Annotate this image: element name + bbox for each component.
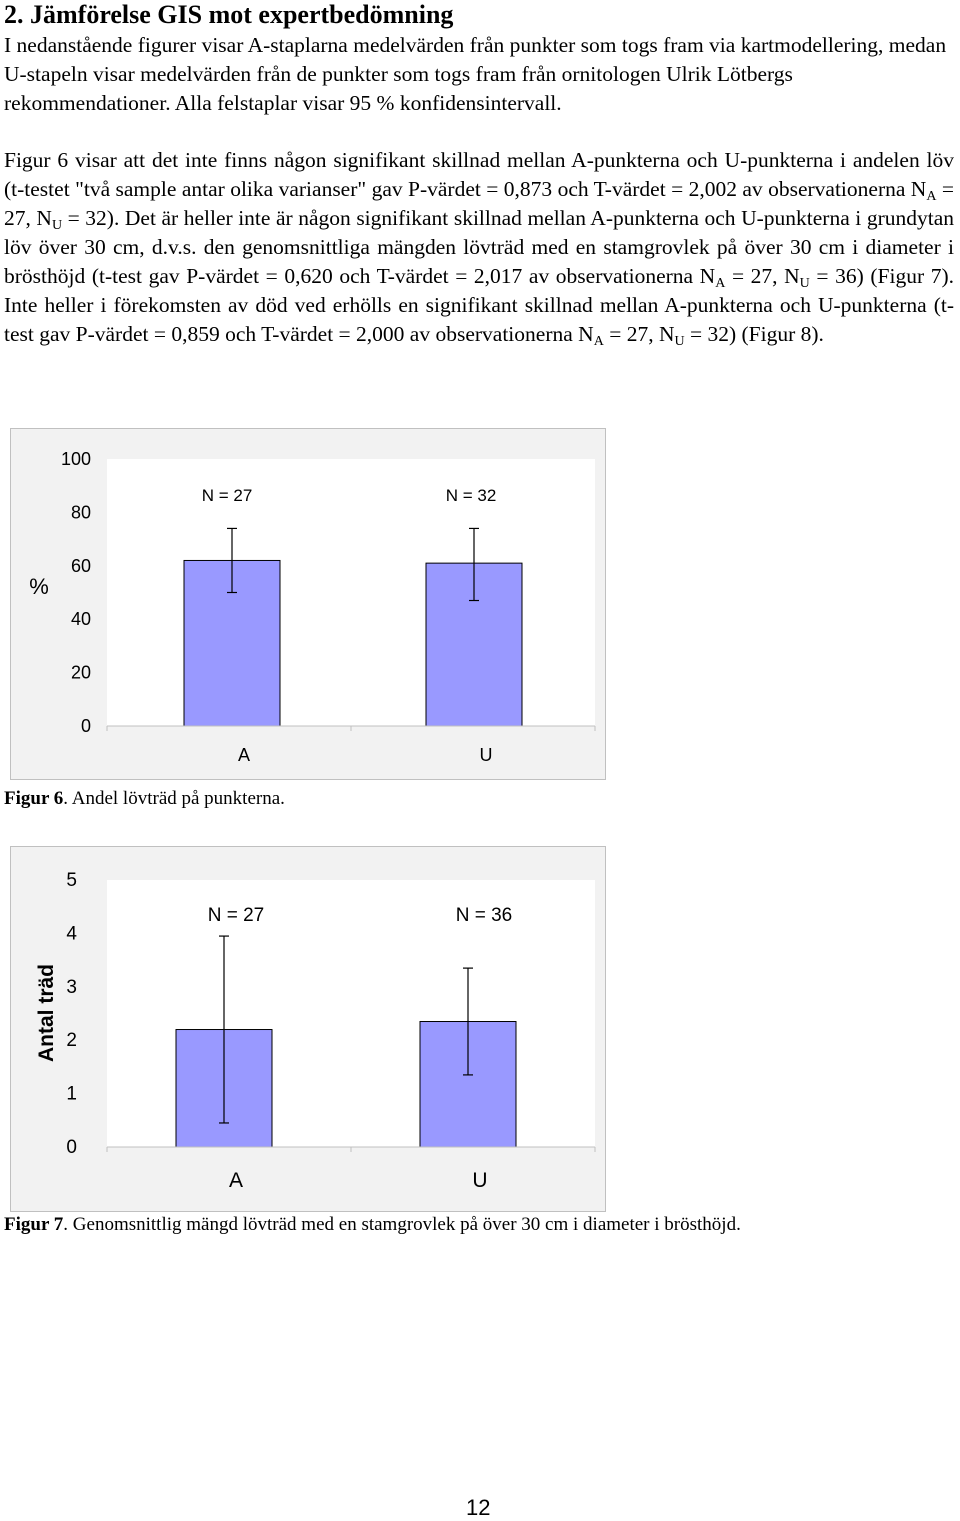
n-annotation-a: N = 27	[207, 905, 265, 926]
category-label-u: U	[479, 745, 493, 765]
y-tick-label: 1	[66, 1083, 77, 1105]
y-tick-label: 60	[70, 555, 91, 576]
figure-7-caption-text: . Genomsnittlig mängd lövträd med en stamgrovlek på över 30 cm i diameter i brösthöjd.	[63, 1214, 741, 1235]
y-tick-label: 20	[70, 662, 91, 683]
body-text-7: = 32) (Figur 8).	[684, 322, 824, 346]
y-tick-label: 40	[70, 609, 91, 630]
body-text-4: = 27, N	[725, 264, 800, 288]
body-paragraph	[4, 146, 954, 349]
subscript-a: A	[593, 334, 604, 349]
figure-7-chart-frame	[10, 846, 606, 1212]
subscript-a: A	[715, 276, 726, 291]
figure-6-caption-text: . Andel lövträd på punkterna.	[63, 788, 285, 809]
n-annotation-a: N = 27	[201, 486, 253, 505]
category-label-a: A	[228, 1169, 244, 1192]
subscript-u: U	[51, 218, 63, 233]
y-tick-label: 100	[60, 449, 91, 469]
y-axis-label: %	[29, 574, 49, 599]
figure-7-caption	[4, 1214, 741, 1236]
y-tick-label: 2	[66, 1030, 77, 1052]
figure-7-chart	[11, 847, 605, 1211]
y-axis-label: Antal träd	[35, 963, 58, 1063]
subscript-u: U	[799, 276, 810, 291]
figure-6-label: Figur 6	[4, 788, 64, 809]
category-label-a: A	[237, 745, 251, 765]
y-tick-label: 0	[80, 716, 91, 736]
page-number: 12	[466, 1495, 491, 1520]
y-tick-label: 4	[66, 923, 77, 945]
body-text-6: = 27, N	[603, 322, 675, 346]
body-text-1: Figur 6 visar att det inte finns någon signifikant skillnad mellan A-punkterna och U-punkterna i andelen löv (t-testet "två sample antar olika varianser" gav P-värdet = 0,873 och T-värdet = 2,002 av observationerna N	[4, 148, 954, 201]
figure-7-label: Figur 7	[4, 1214, 64, 1235]
body-text-5: = 36) (Figur 7). Inte heller i förekomsten av död ved erhölls en signifikant skillnad mellan A-punkterna och U-punkterna (t-test gav P-värdet = 0,859 och T-värdet = 2,000 av observationerna N	[4, 264, 954, 346]
y-tick-label: 80	[70, 502, 91, 523]
y-tick-label: 0	[66, 1137, 77, 1158]
n-annotation-u: N = 32	[445, 486, 497, 505]
category-label-u: U	[472, 1169, 488, 1192]
body-text-2: = 27, N	[4, 177, 954, 230]
subscript-a: A	[926, 189, 937, 204]
intro-paragraph: I nedanstående figurer visar A-staplarna medelvärden från punkter som togs fram via kartmodellering, medan U-stapeln visar medelvärden från de punkter som togs fram från ornitologen Ulrik Lötbergs rekommendationer. Alla felstaplar visar 95 % konfidensintervall.	[4, 33, 947, 115]
y-tick-label: 5	[66, 870, 77, 891]
n-annotation-u: N = 36	[455, 905, 513, 926]
y-tick-label: 3	[66, 976, 77, 998]
figure-6-caption	[4, 788, 285, 810]
figure-6-chart-frame	[10, 428, 606, 780]
body-text-3: = 32). Det är heller inte är någon signifikant skillnad mellan A-punkterna och U-punkterna i grundytan löv över 30 cm, d.v.s. den genomsnittliga mängden lövträd med en stamgrovlek på över 30 cm i diameter i brösthöjd (t-test gav P-värdet = 0,620 och T-värdet = 2,017 av observationerna N	[4, 206, 954, 288]
section-heading: 2. Jämförelse GIS mot expertbedömning	[4, 0, 454, 29]
subscript-u: U	[674, 334, 685, 349]
figure-6-chart	[11, 429, 605, 779]
